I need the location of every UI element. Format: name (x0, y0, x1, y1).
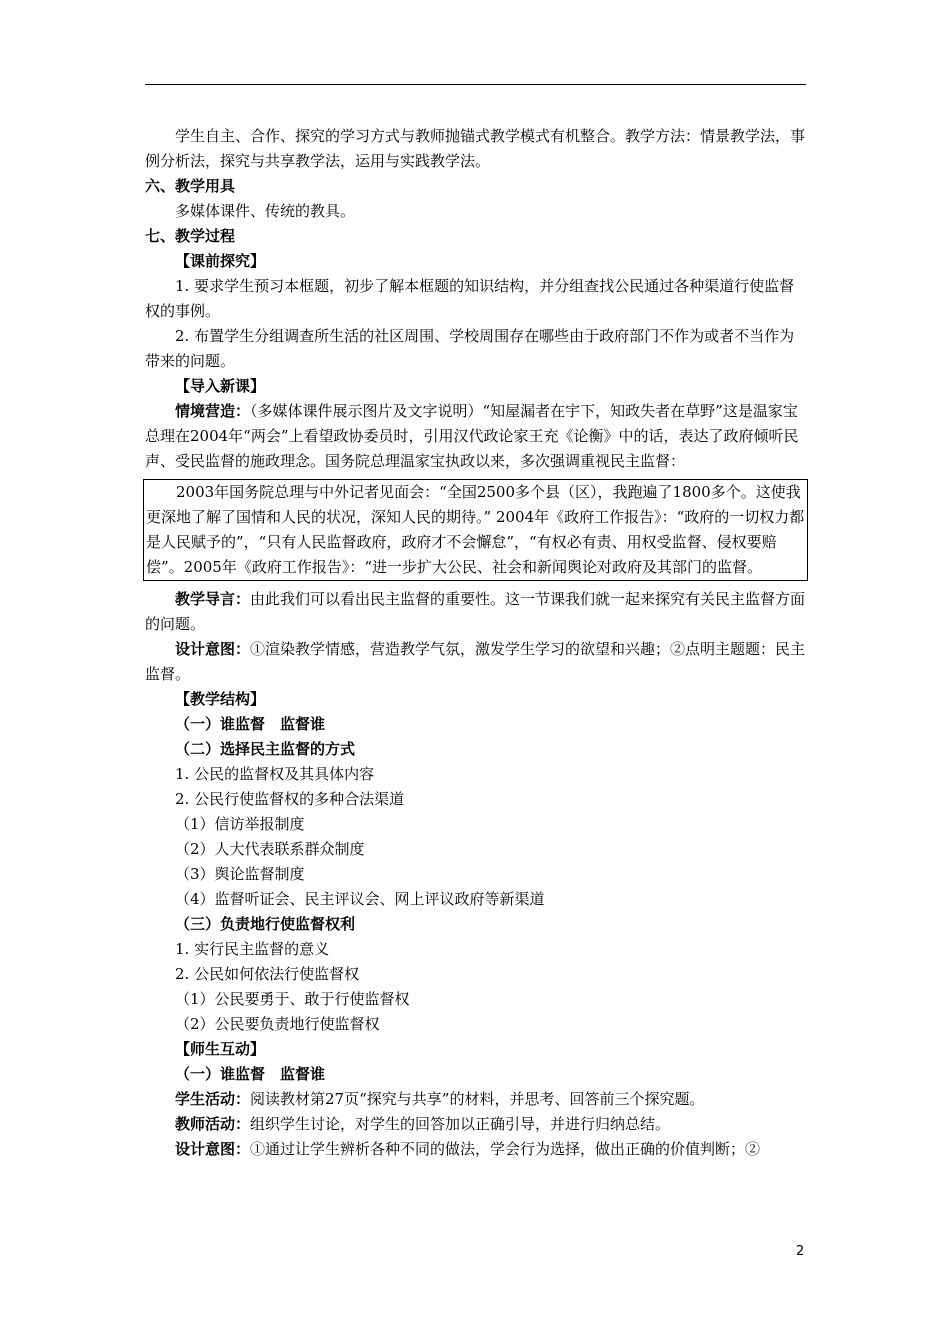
teacher-activity (145, 1112, 806, 1137)
structure-item: 1. 实行民主监督的意义 (175, 940, 330, 958)
student-label: 学生活动： (175, 1090, 251, 1108)
document-body (145, 124, 806, 1162)
quote-box (143, 479, 808, 581)
header-rule (145, 84, 806, 85)
design-text-2: ①通过让学生辨析各种不同的做法，学会行为选择，做出正确的价值判断；② (250, 1140, 761, 1158)
guide-paragraph (145, 587, 806, 637)
scene-text: （多媒体课件展示图片及文字说明）“知屋漏者在宇下，知政失者在草野”这是温家宝总理在2004年“两会”上看望政协委员时，引用汉代政论家王充《论衡》中的话，表达了政府倾听民声、受民监督的施政理念。国务院总理温家宝执政以来，多次强调重视民主监督： (145, 402, 799, 470)
structure-item: 1. 公民的监督权及其具体内容 (175, 765, 375, 783)
structure-title: 【教学结构】 (175, 690, 266, 708)
pre-study-item-1: 1. 要求学生预习本框题，初步了解本框题的知识结构，并分组查找公民通过各种渠道行使监督权的事例。 (145, 277, 795, 320)
pre-study-item-2: 2. 布置学生分组调查所生活的社区周围、学校周围存在哪些由于政府部门不作为或者不当作为带来的问题。 (145, 327, 795, 370)
page-number: 2 (796, 1244, 805, 1259)
scene-paragraph (145, 399, 806, 474)
section-heading-6: 六、教学用具 (145, 177, 236, 195)
structure-part-2: （二）选择民主监督的方式 (175, 740, 356, 758)
design-paragraph-2 (145, 1137, 806, 1162)
structure-item: （1）信访举报制度 (175, 815, 305, 833)
quote-text: 2003年国务院总理与中外记者见面会：“全国2500多个县（区），我跑遍了1800多个。这使我更深地了解了国情和人民的状况，深知人民的期待。” 2004年《政府工作报告》：“政府的一切权力都是人民赋予的”，“只有人民监督政府，政府才不会懈怠”，“有权必有责、用权受监督、侵权要赔偿”。2005年《政府工作报告》：“进一步扩大公民、社会和新闻舆论对政府及其部门的监督。 (146, 483, 805, 576)
tools-text: 多媒体课件、传统的教具。 (175, 202, 356, 220)
section-heading-7: 七、教学过程 (145, 227, 236, 245)
intro-new-title: 【导入新课】 (175, 377, 266, 395)
teacher-label: 教师活动： (175, 1115, 251, 1133)
guide-label: 教学导言： (175, 590, 251, 608)
structure-part-3: （三）负责地行使监督权利 (175, 915, 356, 933)
design-text-1: ①渲染教学情感，营造教学气氛，激发学生学习的欲望和兴趣；②点明主题题：民主监督。 (145, 640, 806, 683)
guide-text: 由此我们可以看出民主监督的重要性。这一节课我们就一起来探究有关民主监督方面的问题。 (145, 590, 806, 633)
structure-item: （2）公民要负责地行使监督权 (175, 1015, 380, 1033)
structure-item: （2）人大代表联系群众制度 (175, 840, 365, 858)
interaction-title: 【师生互动】 (175, 1040, 266, 1058)
design-paragraph-1 (145, 637, 806, 687)
scene-label: 情境营造： (175, 402, 251, 420)
design-label-1: 设计意图： (175, 640, 251, 658)
structure-item: （1）公民要勇于、敢于行使监督权 (175, 990, 410, 1008)
student-text: 阅读教材第27页“探究与共享”的材料，并思考、回答前三个探究题。 (250, 1090, 705, 1108)
structure-item: 2. 公民如何依法行使监督权 (175, 965, 360, 983)
intro-paragraph: 学生自主、合作、探究的学习方式与教师抛锚式教学模式有机整合。教学方法：情景教学法，事例分析法，探究与共享教学法，运用与实践教学法。 (145, 127, 806, 170)
student-activity (145, 1087, 806, 1112)
structure-part-1: （一）谁监督 监督谁 (175, 715, 326, 733)
structure-item: （4）监督听证会、民主评议会、网上评议政府等新渠道 (175, 890, 545, 908)
structure-item: （3）舆论监督制度 (175, 865, 305, 883)
interaction-part-1: （一）谁监督 监督谁 (175, 1065, 326, 1083)
structure-item: 2. 公民行使监督权的多种合法渠道 (175, 790, 405, 808)
design-label-2: 设计意图： (175, 1140, 251, 1158)
pre-study-title: 【课前探究】 (175, 252, 266, 270)
teacher-text: 组织学生讨论，对学生的回答加以正确引导，并进行归纳总结。 (250, 1115, 671, 1133)
